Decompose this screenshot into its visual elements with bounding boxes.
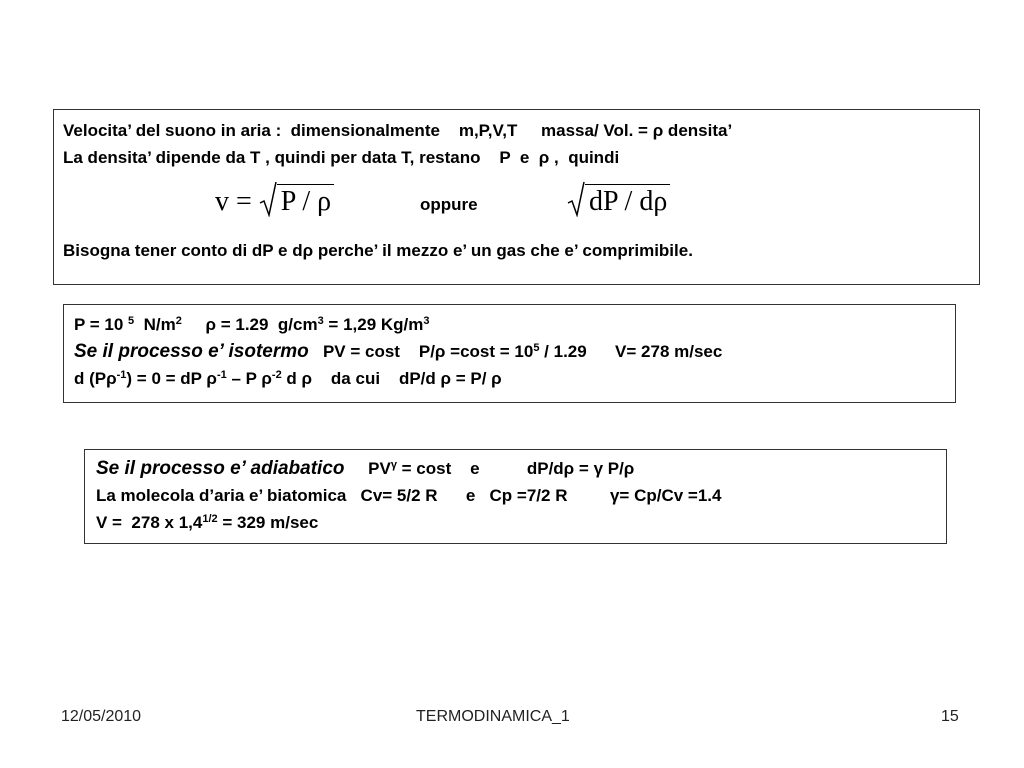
box1-line3: Bisogna tener conto di dP e dρ perche’ il mezzo e’ un gas che e’ comprimibile.: [63, 241, 693, 260]
radical-icon: [259, 181, 277, 217]
box2-line2: Se il processo e’ isotermo PV = cost $P/\rho =\cos t = 10^5 / 1.29$ V= 278 m/sec: [74, 341, 723, 362]
formula1-radicand: P / ρ: [277, 184, 334, 217]
box3-line2: La molecola d’aria e’ biatomica Cv= 5/2 R e Cp =7/2 R γ= Cp/Cv =1.4: [96, 486, 722, 505]
formula2-radicand: dP / dρ: [585, 184, 670, 217]
oppure-label: oppure: [420, 195, 478, 214]
adiabatic-heading: Se il processo e’ adiabatico: [96, 458, 345, 479]
box3-line3: V = 278 x $1,4^{1/2} = 329$ m/sec: [96, 513, 319, 532]
formula1-lhs: v =: [215, 186, 252, 217]
sqrt-sign-2: [567, 181, 670, 217]
footer-page-number: 15: [941, 708, 959, 725]
box2-line3: d $(P\rho^{-1}) = 0$ = dP $\rho^{-1}$ – P $\rho^{-2}$ d ρ da cui dP/d ρ = P/ ρ: [74, 369, 502, 388]
box3-line1: Se il processo e’ adiabatico $PV^\gamma = \cos t$ e dP/dρ = γ P/ρ: [96, 458, 635, 479]
formula-sqrt-dp-drho: [567, 181, 670, 217]
footer-date: 12/05/2010: [61, 708, 142, 725]
sqrt-sign-1: [259, 181, 334, 217]
box1-line2: La densita’ dipende da T , quindi per data T, restano P e ρ , quindi: [63, 148, 620, 167]
isothermal-box: [63, 304, 956, 403]
formula-row: [63, 171, 979, 237]
adiabatic-box: [84, 449, 947, 544]
sound-speed-box: [53, 109, 980, 285]
radical-icon: [567, 181, 585, 217]
formula-v-sqrt-p-rho: [215, 181, 334, 217]
box2-line1: P = 10 $^5$ $N/m^2$ ρ = 1.29 $g/cm^3 = 1,29$ $Kg/m^3$: [74, 315, 430, 334]
box1-line1: Velocita’ del suono in aria : dimensionalmente m,P,V,T massa/ Vol. = ρ densita’: [63, 121, 733, 140]
footer-title: TERMODINAMICA_1: [416, 708, 570, 725]
isothermal-heading: Se il processo e’ isotermo: [74, 341, 309, 362]
